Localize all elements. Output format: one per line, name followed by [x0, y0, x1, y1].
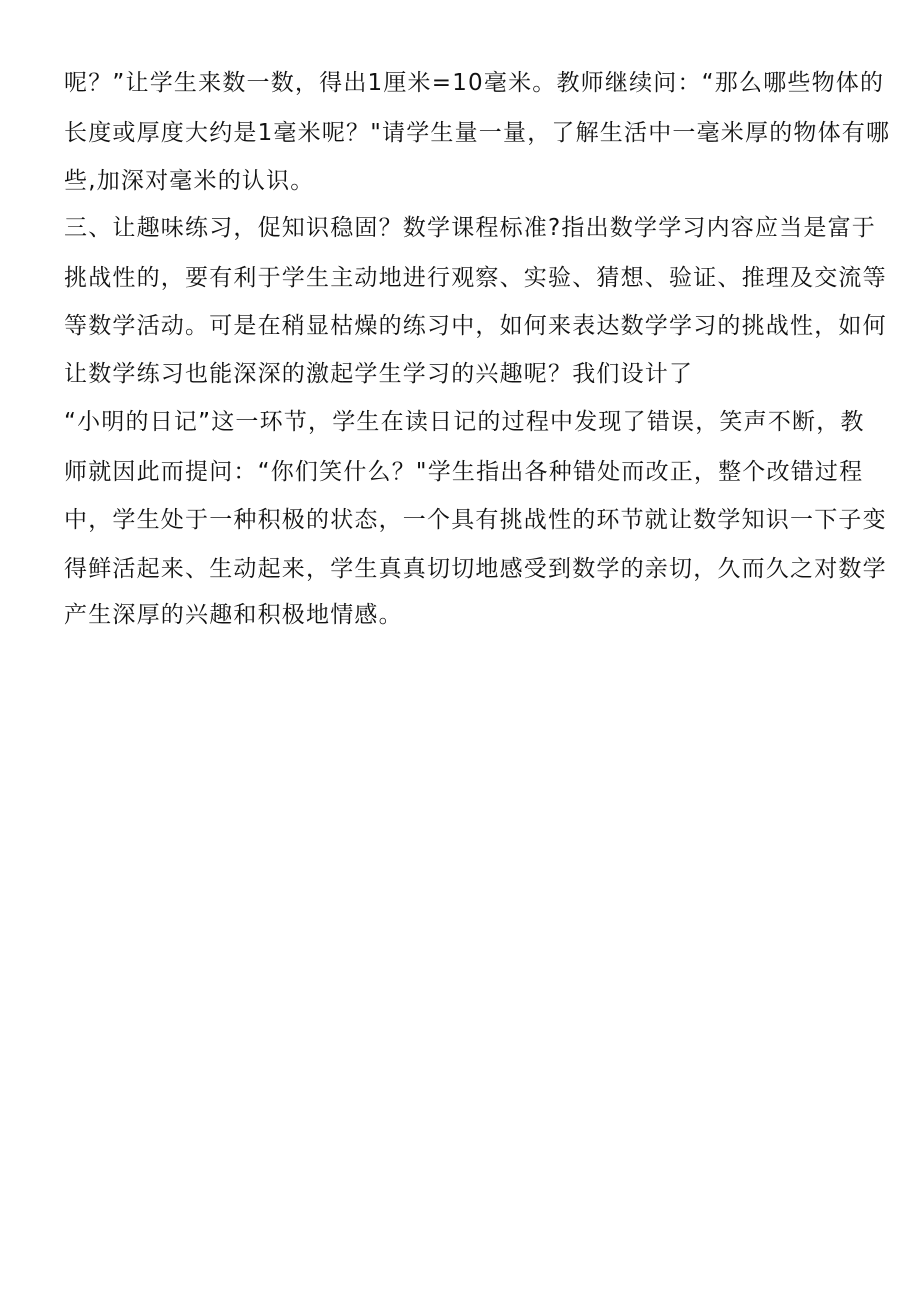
text-line: 中，学生处于一种积极的状态，一个具有挑战性的环节就让数学知识一下子变: [64, 507, 887, 533]
text-line: 产生深厚的兴趣和积极地情感。: [64, 602, 403, 628]
text-line: 些,加深对毫米的认识。: [64, 168, 315, 194]
text-line: “小明的日记”这一环节，学生在读日记的过程中发现了错误，笑声不断，教: [64, 409, 865, 435]
text-line: 挑战性的，要有利于学生主动地进行观察、实验、猜想、验证、推理及交流等: [64, 265, 887, 291]
text-line: 师就因此而提问：“你们笑什么？"学生指出各种错处而改正，整个改错过程: [64, 459, 864, 485]
text-line: 等数学活动。可是在稍显枯燥的练习中，如何来表达数学学习的挑战性，如何: [64, 313, 887, 339]
text-line: 长度或厚度大约是1毫米呢？"请学生量一量，了解生活中一毫米厚的物体有哪: [64, 120, 891, 146]
text-line: 让数学练习也能深深的激起学生学习的兴趣呢？我们设计了: [64, 361, 694, 387]
text-line: 三、让趣味练习，促知识稳固？数学课程标准?指出数学学习内容应当是富于: [64, 215, 877, 241]
text-line: 得鲜活起来、生动起来，学生真真切切地感受到数学的亲切，久而久之对数学: [64, 556, 887, 582]
text-line: 呢？”让学生来数一数，得出1厘米=10毫米。教师继续问：“那么哪些物体的: [64, 70, 885, 96]
